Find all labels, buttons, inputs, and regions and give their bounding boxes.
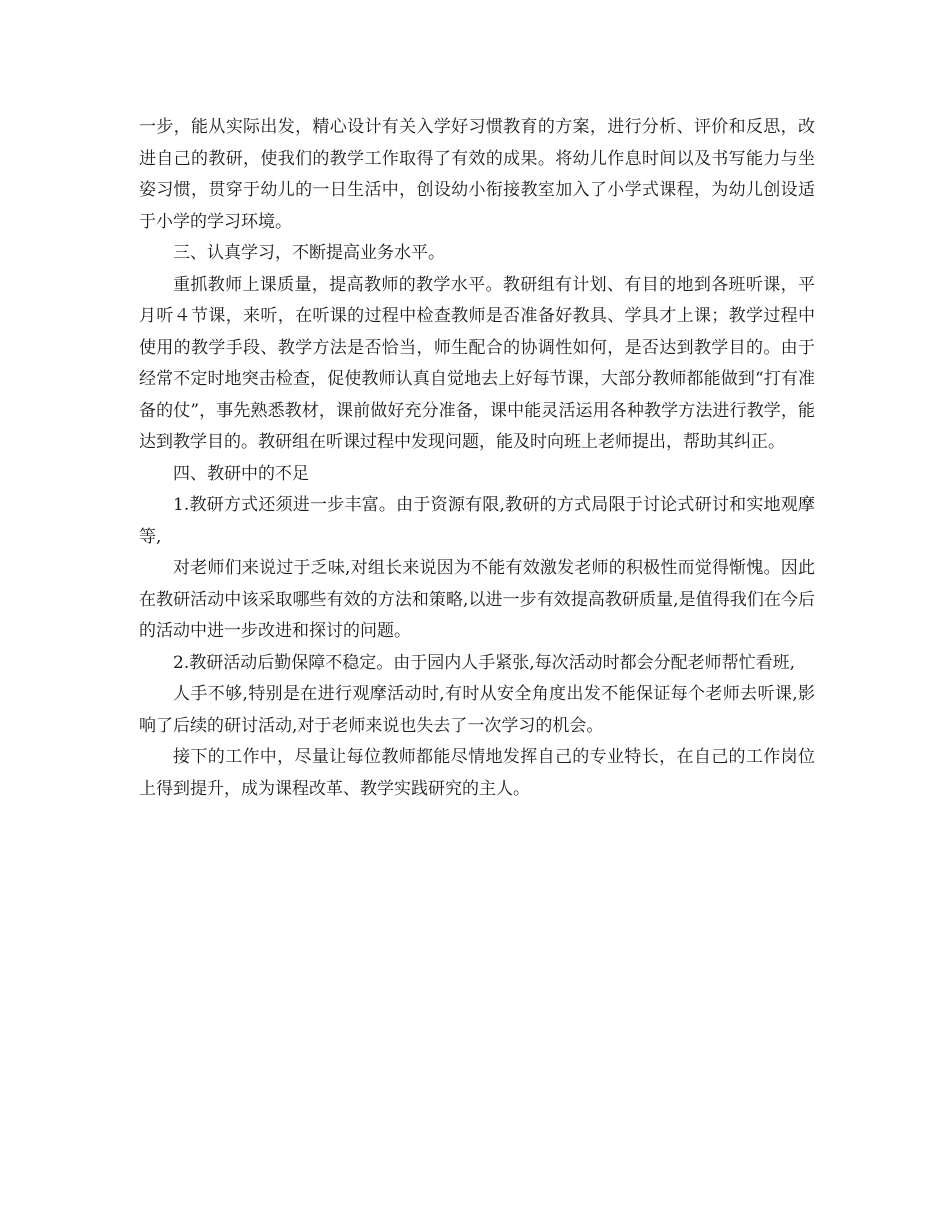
paragraph-item-2: 2.教研活动后勤保障不稳定。由于园内人手紧张,每次活动时都会分配老师帮忙看班, bbox=[173, 652, 796, 673]
paragraph-continued-intro: 一步，能从实际出发，精心设计有关入学好习惯教育的方案，进行分析、评价和反思，改进自己的教研，使我们的教学工作取得了有效的成果。将幼儿作息时间以及书写能力与坐姿习惯，贯穿于幼儿的一日生活中，创设幼小衔接教室加入了小学式课程，为幼儿创设适于小学的学习环境。 bbox=[139, 117, 815, 232]
paragraph-item-1-continued: 对老师们来说过于乏味,对组长来说因为不能有效激发老师的积极性而觉得惭愧。因此在教研活动中该采取哪些有效的方法和策略,以进一步有效提高教研质量,是值得我们在今后的活动中进一步改进和探讨的问题。 bbox=[139, 558, 815, 641]
paragraph-item-2-continued: 人手不够,特别是在进行观摩活动时,有时从安全角度出发不能保证每个老师去听课,影响了后续的研讨活动,对于老师来说也失去了一次学习的机会。 bbox=[139, 684, 815, 736]
section-heading-3: 三、认真学习，不断提高业务水平。 bbox=[173, 243, 445, 263]
paragraph-teaching-quality: 重抓教师上课质量，提高教师的教学水平。教研组有计划、有目的地到各班听课，平月听４节课，来听，在听课的过程中检查教师是否准备好教具、学具才上课；教学过程中使用的教学手段、教学方法是否恰当，师生配合的协调性如何，是否达到教学目的。由于经常不定时地突击检查，促使教师认真自觉地去上好每节课，大部分教师都能做到“打有准备的仗”，事先熟悉教材，课前做好充分准备，课中能灵活运用各种教学方法进行教学，能达到教学目的。教研组在听课过程中发现问题，能及时向班上老师提出，帮助其纠正。 bbox=[139, 274, 815, 452]
paragraph-conclusion: 接下的工作中，尽量让每位教师都能尽情地发挥自己的专业特长，在自己的工作岗位上得到提升，成为课程改革、教学实践研究的主人。 bbox=[139, 747, 815, 799]
document-body bbox=[139, 112, 815, 805]
section-heading-4: 四、教研中的不足 bbox=[173, 463, 309, 484]
paragraph-item-1: 1.教研方式还须进一步丰富。由于资源有限,教研的方式局限于讨论式研讨和实地观摩等, bbox=[139, 495, 815, 547]
